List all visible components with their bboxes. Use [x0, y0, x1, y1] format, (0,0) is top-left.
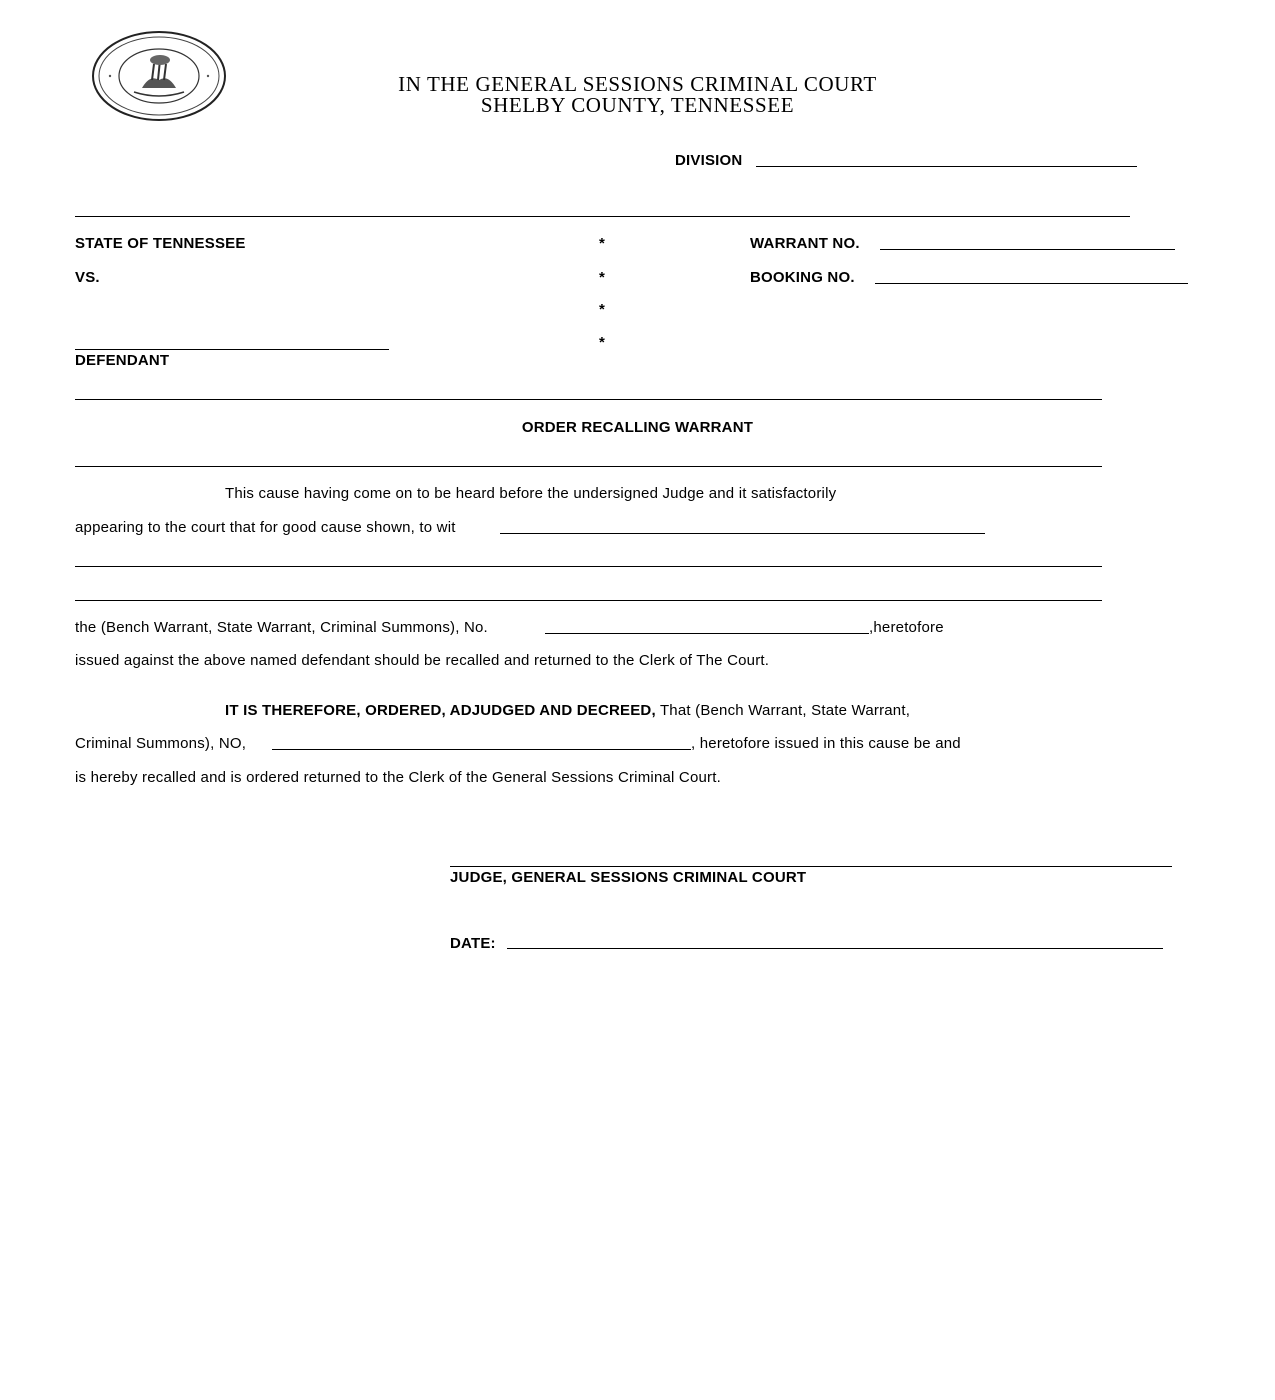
para3-line2-end: , heretofore issued in this cause be and	[691, 735, 961, 752]
division-label: DIVISION	[675, 152, 743, 169]
para3-line1-rest: That (Bench Warrant, State Warrant,	[659, 702, 911, 719]
division-field[interactable]	[756, 166, 1137, 167]
warrant-no-field[interactable]	[880, 249, 1175, 250]
para3-line3: is hereby recalled and is ordered returned to the Clerk of the General Sessions Criminal Court.	[75, 769, 721, 786]
divider-title-above	[75, 399, 1102, 400]
caption-star: *	[599, 235, 606, 252]
para1-line2: appearing to the court that for good cause shown, to wit	[75, 519, 456, 536]
judge-signature-label: JUDGE, GENERAL SESSIONS CRIMINAL COURT	[450, 869, 807, 886]
para3-line1	[225, 702, 910, 719]
para2-line1-end: ,heretofore	[869, 619, 944, 636]
date-label: DATE:	[450, 935, 496, 952]
recalled-number-field[interactable]	[272, 749, 691, 750]
divider-title-below	[75, 466, 1102, 467]
defendant-name-field[interactable]	[75, 349, 389, 350]
good-cause-field[interactable]	[500, 533, 985, 534]
para3-line2-start: Criminal Summons), NO,	[75, 735, 247, 752]
state-label: STATE OF TENNESSEE	[75, 235, 246, 252]
vs-label: VS.	[75, 269, 100, 286]
para2-line2: issued against the above named defendant should be recalled and returned to the Clerk of The Court.	[75, 652, 770, 669]
date-field[interactable]	[507, 948, 1163, 949]
document-title: ORDER RECALLING WARRANT	[521, 419, 754, 436]
booking-no-label: BOOKING NO.	[750, 269, 855, 286]
caption-star: *	[599, 334, 606, 351]
divider-top	[75, 216, 1130, 217]
para1-line1: This cause having come on to be heard before the undersigned Judge and it satisfactorily	[225, 485, 837, 502]
booking-no-field[interactable]	[875, 283, 1188, 284]
court-title-line1: IN THE GENERAL SESSIONS CRIMINAL COURT	[398, 72, 877, 96]
judge-signature-field[interactable]	[450, 866, 1172, 867]
order-decree-phrase: IT IS THEREFORE, ORDERED, ADJUDGED AND DECREED,	[225, 702, 656, 719]
defendant-label: DEFENDANT	[75, 352, 170, 369]
warrant-number-field[interactable]	[545, 633, 869, 634]
para2-line1-start: the (Bench Warrant, State Warrant, Criminal Summons), No.	[75, 619, 488, 636]
warrant-no-label: WARRANT NO.	[750, 235, 860, 252]
good-cause-field-line2[interactable]	[75, 566, 1102, 567]
court-title-line2: SHELBY COUNTY, TENNESSEE	[480, 93, 795, 117]
good-cause-field-line3[interactable]	[75, 600, 1102, 601]
caption-star: *	[599, 301, 606, 318]
caption-star: *	[599, 269, 606, 286]
